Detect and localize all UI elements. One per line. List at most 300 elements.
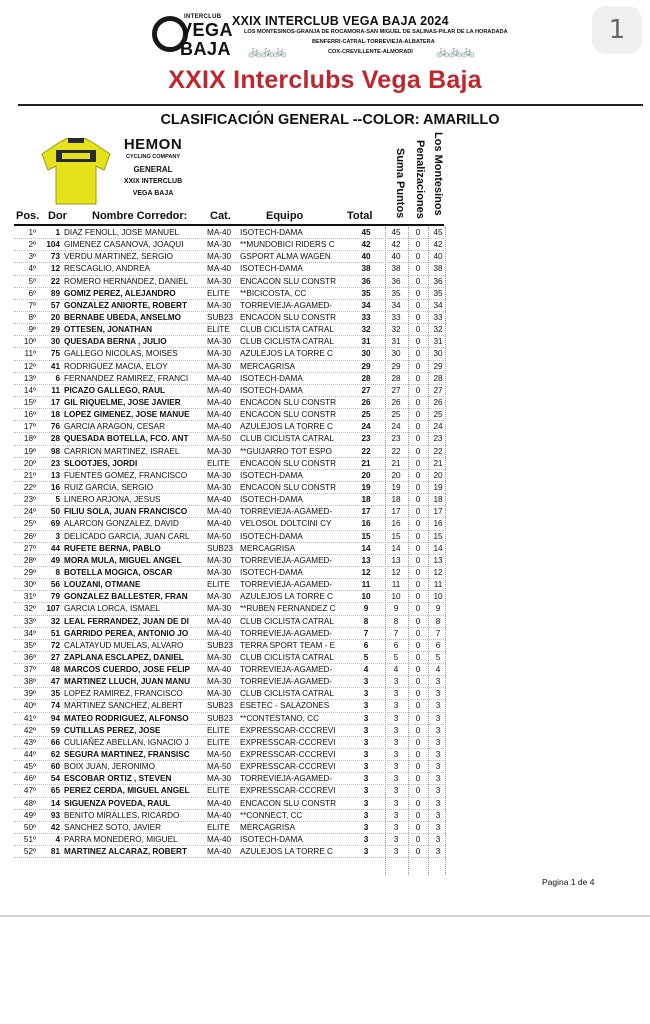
cell-suma: 45 [391,228,401,237]
cell-name: CULIAÑEZ ABELLAN, IGNACIO J [64,737,189,747]
cell-cat: MA-40 [207,495,232,505]
table-row [14,652,446,664]
cell-pen: 0 [415,628,421,638]
cell-pos: 8º [28,312,36,322]
cell-dor: 79 [50,592,60,602]
header-dor: Dor [48,210,67,222]
cell-pen: 0 [415,325,421,335]
cell-total: 3 [363,713,369,723]
cell-pen: 0 [415,555,421,565]
cell-mon: 40 [433,252,443,262]
cell-name: BOTELLA MOGICA, OSCAR [64,567,173,577]
cell-suma: 3 [393,810,399,820]
cell-cat: MA-40 [207,665,232,675]
cell-dor: 5 [55,495,60,505]
cell-dor: 27 [50,652,60,662]
cell-team: ENCACON SLU CONSTR [240,482,336,492]
cell-team: **CONNECT, CC [240,810,303,820]
table-row [14,518,446,530]
cell-total: 3 [363,798,369,808]
cell-mon: 30 [433,349,443,359]
banner-title: XXIX INTERCLUB VEGA BAJA 2024 [232,14,449,28]
cell-cat: MA-50 [207,750,232,760]
cell-team: MERCAGRISA [240,543,296,553]
cell-cat: MA-30 [207,276,232,286]
cell-name: GARCIA ARAGON, CESAR [64,422,166,432]
cell-cat: SUB23 [207,543,233,553]
cell-name: LINERO ARJONA, JESUS [64,495,161,505]
cell-cat: MA-30 [207,240,232,250]
table-row [14,433,446,445]
cell-suma: 19 [391,482,401,492]
cell-suma: 3 [393,750,399,760]
cell-total: 42 [361,240,371,250]
cell-team: TORREVIEJA-AGAMED- [240,300,333,310]
cell-suma: 21 [391,458,401,468]
cell-dor: 81 [50,847,60,857]
cell-team: EXPRESSCAR-CCCREVI [240,725,336,735]
cell-pen: 0 [415,410,421,420]
cell-dor: 12 [50,264,60,274]
cell-suma: 15 [391,531,401,541]
cell-team: ENCACON SLU CONSTR [240,410,336,420]
cell-team: ESETEC - SALAZONES [240,701,330,711]
cell-pen: 0 [415,422,421,432]
banner-subtitle-2: BENFERRI-CATRAL-TORREVIEJA-ALBATERA [312,39,435,45]
yellow-jersey-icon [38,136,114,206]
cell-mon: 22 [433,446,443,456]
cell-suma: 3 [393,847,399,857]
cell-suma: 16 [391,519,401,529]
cell-suma: 3 [393,786,399,796]
cell-cat: MA-30 [207,361,232,371]
table-row [14,312,446,324]
cell-cat: MA-30 [207,470,232,480]
cell-dor: 59 [50,725,60,735]
cell-cat: SUB23 [207,713,233,723]
table-row [14,506,446,518]
cell-dor: 51 [50,628,60,638]
cell-pen: 0 [415,458,421,468]
cell-total: 4 [363,665,369,675]
cell-team: CLUB CICLISTA CATRAL [240,616,334,626]
cell-dor: 94 [50,713,60,723]
cell-pos: 3º [28,252,36,262]
cell-name: SEGURA MARTINEZ, FRANSISC [64,750,190,760]
cell-mon: 3 [435,774,441,784]
cell-pen: 0 [415,228,421,237]
cell-mon: 11 [433,580,443,590]
cell-pos: 32º [23,604,36,614]
cell-name: MORA MULA, MIGUEL ANGEL [64,555,182,565]
header-cat: Cat. [210,210,231,222]
cell-total: 20 [361,470,371,480]
cell-mon: 21 [433,458,443,468]
cell-pen: 0 [415,847,421,857]
cell-mon: 15 [433,531,443,541]
cell-name: RODRIGUEZ MACIA, ELOY [64,361,168,371]
sponsor-name: HEMON [123,136,183,153]
bottom-divider [0,915,650,917]
sponsor-block [118,136,188,198]
cell-pen: 0 [415,689,421,699]
cell-suma: 20 [391,470,401,480]
cell-mon: 3 [435,725,441,735]
cell-name: LOPEZ GIMENEZ, JOSE MANUE [64,410,190,420]
cell-total: 15 [361,531,371,541]
table-row [14,494,446,506]
cell-pen: 0 [415,361,421,371]
cell-team: **BICICOSTA, CC [240,288,307,298]
cell-suma: 3 [393,762,399,772]
table-row [14,579,446,591]
cell-dor: 104 [46,240,60,250]
cell-name: ALARCON GONZALEZ, DAVID [64,519,179,529]
cell-suma: 3 [393,835,399,845]
table-row [14,227,446,239]
cell-team: EXPRESSCAR-CCCREVI [240,737,336,747]
table-row [14,288,446,300]
cell-pen: 0 [415,276,421,286]
table-row [14,616,446,628]
cell-team: TORREVIEJA-AGAMED- [240,665,333,675]
table-row [14,373,446,385]
cell-dor: 107 [46,604,60,614]
cell-total: 3 [363,750,369,760]
cell-suma: 10 [391,592,401,602]
cell-total: 29 [361,361,371,371]
cell-name: GIL RIQUELME, JOSE JAVIER [64,397,181,407]
cell-team: CLUB CICLISTA CATRAL [240,434,334,444]
cell-cat: MA-40 [207,228,232,237]
cell-dor: 32 [50,616,60,626]
cell-dor: 13 [50,470,60,480]
cell-pos: 21º [23,470,36,480]
cell-mon: 3 [435,677,441,687]
cell-suma: 3 [393,798,399,808]
cell-pos: 27º [23,543,36,553]
cell-mon: 17 [433,507,443,517]
cell-total: 3 [363,725,369,735]
cell-total: 16 [361,519,371,529]
cell-cat: MA-30 [207,482,232,492]
cell-dor: 20 [50,312,60,322]
cell-name: BENITO MIRALLES, RICARDO [64,810,180,820]
cell-name: LEAL FERRANDEZ, JUAN DE DI [64,616,189,626]
cell-pos: 17º [23,422,36,432]
cell-pos: 30º [23,580,36,590]
cell-team: **MUNDOBICI RIDERS C [240,240,335,250]
cell-team: ENCACON SLU CONSTR [240,312,336,322]
cell-total: 9 [363,604,369,614]
table-row [14,421,446,433]
table-row [14,725,446,737]
cell-team: ENCACON SLU CONSTR [240,397,336,407]
cell-pen: 0 [415,737,421,747]
cell-suma: 30 [391,349,401,359]
cell-suma: 5 [393,652,399,662]
table-row [14,700,446,712]
cell-cat: MA-30 [207,604,232,614]
cell-pen: 0 [415,750,421,760]
cell-team: ISOTECH-DAMA [240,373,303,383]
cell-dor: 66 [50,737,60,747]
cell-pen: 0 [415,543,421,553]
cell-name: FUENTES GOMEZ, FRANCISCO [64,470,188,480]
cell-total: 3 [363,701,369,711]
cell-team: EXPRESSCAR-CCCREVI [240,786,336,796]
cell-pen: 0 [415,385,421,395]
cell-dor: 22 [50,276,60,286]
cell-pos: 33º [23,616,36,626]
cell-name: DIAZ FENOLL, JOSE MANUEL [64,228,180,237]
header-team: Equipo [266,210,304,222]
cell-suma: 3 [393,774,399,784]
cell-mon: 20 [433,470,443,480]
cell-name: PICAZO GALLEGO, RAUL [64,385,165,395]
cell-mon: 10 [433,592,443,602]
cell-pen: 0 [415,652,421,662]
cell-name: PARRA MONEDERO, MIGUEL [64,835,178,845]
table-row [14,348,446,360]
cell-cat: MA-30 [207,349,232,359]
cell-pos: 20º [23,458,36,468]
cell-total: 19 [361,482,371,492]
cell-cat: MA-30 [207,592,232,602]
cell-team: ISOTECH-DAMA [240,531,303,541]
cell-mon: 19 [433,482,443,492]
cell-pos: 48º [23,798,36,808]
cell-pos: 37º [23,665,36,675]
page-number-badge[interactable]: 1 [592,6,642,54]
cell-pos: 38º [23,677,36,687]
table-row [14,846,446,858]
cell-mon: 25 [433,410,443,420]
cell-dor: 62 [50,750,60,760]
cell-dor: 17 [50,397,60,407]
table-row [14,737,446,749]
cell-team: TORREVIEJA-AGAMED- [240,677,333,687]
table-row [14,640,446,652]
cell-mon: 8 [435,616,441,626]
sponsor-line2: VEGA BAJA [132,190,174,197]
cell-suma: 3 [393,822,399,832]
cell-suma: 11 [391,580,401,590]
cell-pos: 41º [23,713,36,723]
cell-pos: 50º [23,822,36,832]
cell-suma: 28 [391,373,401,383]
cell-team: EXPRESSCAR-CCCREVI [240,762,336,772]
cell-cat: MA-40 [207,519,232,529]
cell-total: 3 [363,737,369,747]
cell-name: GARCIA LORCA, ISMAEL [64,604,161,614]
cell-cat: MA-50 [207,531,232,541]
cell-dor: 18 [50,410,60,420]
cell-suma: 38 [391,264,401,274]
cell-suma: 42 [391,240,401,250]
table-row [14,822,446,834]
cell-cat: MA-40 [207,422,232,432]
cell-dor: 54 [50,774,60,784]
cell-dor: 49 [50,555,60,565]
cell-total: 22 [361,446,371,456]
cell-name: MARTINEZ SANCHEZ, ALBERT [64,701,183,711]
table-row [14,324,446,336]
cell-pos: 13º [23,373,36,383]
cell-name: FERNANDEZ RAMIREZ, FRANCI [64,373,189,383]
cell-name: SLOOTJES, JORDI [64,458,138,468]
table-row [14,385,446,397]
cell-dor: 93 [50,810,60,820]
bicycle-icon: 🚲🚲🚲 [436,46,475,58]
header-los-montesinos: Los Montesinos [432,132,444,216]
cell-pen: 0 [415,507,421,517]
cell-total: 10 [361,592,371,602]
cell-pos: 25º [23,519,36,529]
cell-cat: SUB23 [207,701,233,711]
cell-total: 3 [363,786,369,796]
cell-cat: MA-40 [207,373,232,383]
table-row [14,397,446,409]
table-row [14,567,446,579]
cell-pos: 34º [23,628,36,638]
cell-pen: 0 [415,446,421,456]
cell-cat: MA-30 [207,555,232,565]
cell-mon: 23 [433,434,443,444]
table-row [14,251,446,263]
table-row [14,749,446,761]
cell-team: TORREVIEJA-AGAMED- [240,774,333,784]
cell-cat: ELITE [207,822,230,832]
cell-pen: 0 [415,798,421,808]
cell-dor: 30 [50,337,60,347]
cell-suma: 3 [393,713,399,723]
cell-pos: 22º [23,482,36,492]
cell-cat: MA-40 [207,798,232,808]
table-row [14,798,446,810]
cell-cat: MA-50 [207,434,232,444]
table-row [14,336,446,348]
cell-dor: 35 [50,689,60,699]
cell-mon: 14 [433,543,443,553]
cell-pen: 0 [415,264,421,274]
table-row [14,470,446,482]
cell-cat: MA-50 [207,762,232,772]
cell-name: GONZALEZ BALLESTER, FRAN [64,592,188,602]
cell-pen: 0 [415,300,421,310]
cell-cat: MA-30 [207,252,232,262]
cell-dor: 1 [55,228,60,237]
cell-pos: 51º [23,835,36,845]
cell-pen: 0 [415,665,421,675]
classification-table [14,227,446,858]
table-row [14,531,446,543]
cell-suma: 26 [391,397,401,407]
cell-suma: 18 [391,495,401,505]
cell-pen: 0 [415,677,421,687]
cell-dor: 28 [50,434,60,444]
cell-pos: 16º [23,410,36,420]
cell-team: TORREVIEJA-AGAMED- [240,628,333,638]
cell-dor: 98 [50,446,60,456]
cell-pos: 29º [23,567,36,577]
cell-mon: 29 [433,361,443,371]
cell-team: MERCAGRISA [240,822,296,832]
cell-pen: 0 [415,774,421,784]
cell-cat: MA-40 [207,507,232,517]
divider [18,104,643,106]
cell-total: 24 [361,422,371,432]
cell-name: ROMERO HERNANDEZ, DANIEL [64,276,189,286]
cell-total: 32 [361,325,371,335]
cell-pen: 0 [415,713,421,723]
table-row [14,276,446,288]
cell-name: QUESADA BOTELLA, FCO. ANT [64,434,189,444]
cell-cat: SUB23 [207,312,233,322]
cell-suma: 3 [393,677,399,687]
cell-mon: 28 [433,373,443,383]
cell-total: 12 [361,567,371,577]
cell-cat: ELITE [207,725,230,735]
cell-pen: 0 [415,288,421,298]
cell-team: TERRA SPORT TEAM - E [240,640,336,650]
cell-suma: 17 [391,507,401,517]
cell-suma: 12 [391,567,401,577]
cell-total: 3 [363,847,369,857]
cell-pos: 11º [24,349,36,359]
cell-mon: 3 [435,847,441,857]
table-row [14,676,446,688]
banner-subtitle-1: LOS MONTESINOS-GRANJA DE ROCAMORA-SAN MIGUEL DE SALINAS-PILAR DE LA HORADADA [244,29,508,35]
cell-pen: 0 [415,482,421,492]
cell-name: LOUZANI, OTMANE [64,580,141,590]
header-pos: Pos. [16,210,40,222]
cell-cat: ELITE [207,737,230,747]
cell-mon: 5 [435,652,441,662]
cell-team: ISOTECH-DAMA [240,228,303,237]
table-row [14,688,446,700]
cell-suma: 3 [393,701,399,711]
header-total: Total [347,210,373,222]
cell-pen: 0 [415,701,421,711]
cell-cat: MA-40 [207,628,232,638]
cell-pen: 0 [415,495,421,505]
cell-pos: 1º [28,228,36,237]
cell-mon: 13 [433,555,443,565]
cell-mon: 42 [433,240,443,250]
cell-total: 27 [361,385,371,395]
cell-team: AZULEJOS LA TORRE C [240,349,333,359]
cell-mon: 33 [433,312,443,322]
cell-cat: MA-30 [207,774,232,784]
cell-total: 3 [363,677,369,687]
cell-mon: 38 [433,264,443,274]
cell-total: 35 [361,288,371,298]
cell-cat: MA-40 [207,410,232,420]
header-divider [14,224,444,226]
cell-suma: 34 [391,300,401,310]
logo-small-text: INTERCLUB [184,14,222,20]
cell-team: AZULEJOS LA TORRE C [240,847,333,857]
cell-suma: 36 [391,276,401,286]
cell-team: EXPRESSCAR-CCCREVI [240,750,336,760]
cell-name: SIGUENZA POVEDA, RAUL [64,798,171,808]
cell-pos: 24º [23,507,36,517]
event-banner [150,12,510,64]
cell-name: MATEO RODRIGUEZ, ALFONSO [64,713,189,723]
cell-pen: 0 [415,822,421,832]
cell-name: CUTILLAS PEREZ, JOSE [64,725,161,735]
